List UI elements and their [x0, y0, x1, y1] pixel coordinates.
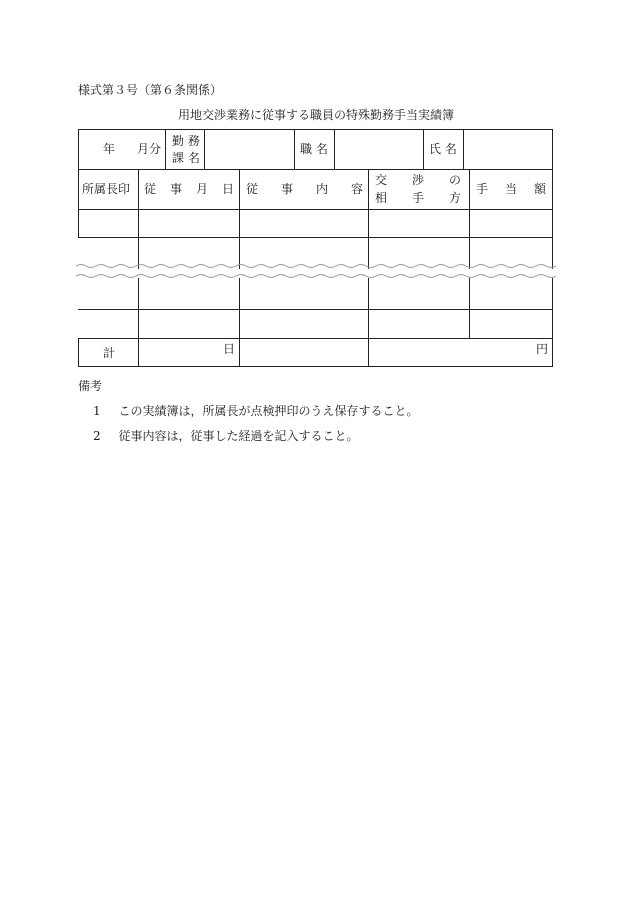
column-content-char: 従: [246, 182, 259, 196]
total-days-unit: 日: [223, 342, 236, 356]
column-date-char: 従: [144, 182, 157, 196]
column-content-char: 内: [315, 182, 328, 196]
column-date-char: 日: [221, 182, 234, 196]
column-content-char: 容: [350, 182, 363, 196]
header-year-label: 年: [103, 142, 116, 156]
column-allowance-char: 手: [476, 182, 489, 196]
note-number: 1: [93, 404, 101, 418]
column-party-char: 交: [375, 173, 388, 187]
notes-heading: 備考: [78, 379, 103, 393]
note-item: [93, 402, 418, 419]
total-yen-unit: 円: [536, 342, 549, 356]
column-content-char: 事: [280, 182, 293, 196]
column-content: [246, 182, 363, 196]
note-text: この実績簿は，所属長が点検押印のうえ保存すること。: [118, 404, 419, 418]
note-number: 2: [93, 429, 101, 443]
form-title: 用地交渉業務に従事する職員の特殊勤務手当実績簿: [178, 108, 455, 122]
header-dept-label-1: 勤 務: [172, 134, 200, 148]
column-party-char: の: [448, 173, 461, 187]
note-text: 従事内容は，従事した経過を記入すること。: [118, 429, 359, 443]
column-party-char: 渉: [411, 173, 424, 187]
total-label: 計: [103, 346, 116, 360]
column-party-char: 相: [375, 191, 388, 205]
table-break-wave: [76, 262, 556, 282]
column-party-line-1: [375, 173, 461, 187]
header-position-label: 職 名: [300, 142, 328, 156]
column-date-char: 事: [169, 182, 182, 196]
column-allowance-char: 額: [533, 182, 546, 196]
header-dept-label-2: 課 名: [172, 151, 200, 165]
column-allowance: [476, 182, 546, 196]
column-party-char: 手: [411, 191, 424, 205]
column-allowance-char: 当: [504, 182, 517, 196]
header-month-label: 月分: [137, 142, 162, 156]
column-date: [144, 182, 234, 196]
column-party-line-2: [375, 191, 461, 205]
header-name-label: 氏 名: [429, 142, 457, 156]
column-party-char: 方: [448, 191, 461, 205]
column-seal: 所属長印: [82, 182, 131, 196]
column-date-char: 月: [195, 182, 208, 196]
form-number: 様式第３号（第６条関係）: [78, 83, 223, 97]
note-item: [93, 427, 358, 444]
